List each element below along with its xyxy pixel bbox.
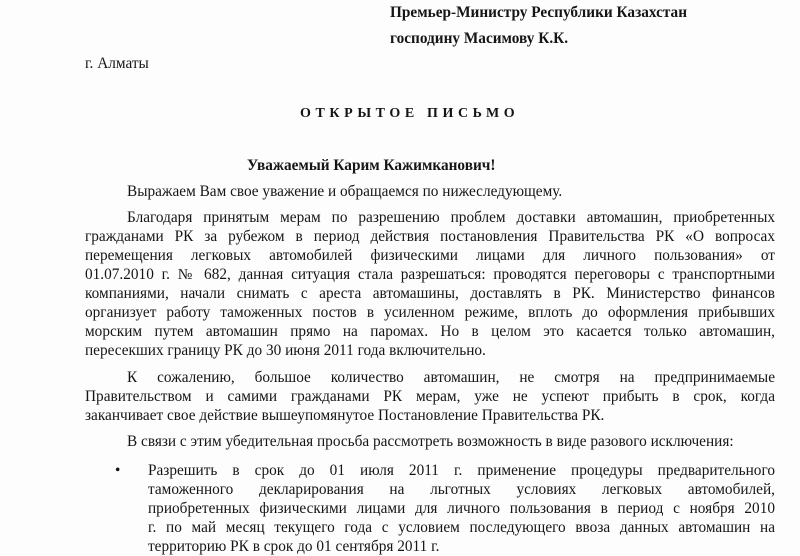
text-line: заканчивает свое действие вышеупомянутое Постановление Правительства РК. bbox=[85, 407, 605, 424]
text-line: организует работу таможенных постов в усиленном режиме, вплоть до оформления прибывших bbox=[85, 304, 775, 321]
text-line: морским путем автомашин прямо на паромах. Но в целом это касается только автомашин, bbox=[85, 323, 775, 340]
recipient-line-2: господину Масимову К.К. bbox=[390, 30, 569, 47]
text-line: Разрешить в срок до 01 июля 2011 г. применение процедуры предварительного bbox=[148, 462, 775, 479]
text-line: 01.07.2010 г. № 682, данная ситуация стала разрешаться: проводятся переговоры с транспортными bbox=[85, 266, 775, 283]
text-line: гражданами РК за рубежом в период действия постановления Правительства РК «О вопросах bbox=[85, 228, 775, 245]
bullet-icon: • bbox=[115, 462, 121, 479]
recipient-line-1: Премьер-Министру Республики Казахстан bbox=[390, 4, 688, 21]
paragraph-request: В связи с этим убедительная просьба рассмотреть возможность в виде разового исключения: bbox=[127, 433, 734, 450]
text-line: пересекших границу РК до 30 июня 2011 года включительно. bbox=[85, 342, 486, 359]
city: г. Алматы bbox=[85, 55, 149, 72]
salutation: Уважаемый Карим Кажимканович! bbox=[247, 157, 496, 174]
text-line: К сожалению, большое количество автомашин, не смотря на предпринимаемые bbox=[127, 369, 775, 386]
text-line: Правительством и самими гражданами РК мерам, уже не успеют прибыть в срок, когда bbox=[85, 388, 775, 405]
text-line: перемещения легковых автомобилей физическими лицами для личного пользования» от bbox=[85, 247, 775, 264]
letter-title: ОТКРЫТОЕ ПИСЬМО bbox=[300, 106, 520, 121]
text-line: приобретенных физическими лицами для личного пользования в период с ноября 2010 bbox=[148, 500, 775, 517]
text-line: территорию РК в срок до 01 сентября 2011 г. bbox=[148, 538, 440, 555]
text-line: Благодаря принятым мерам по разрешению проблем доставки автомашин, приобретенных bbox=[127, 209, 775, 226]
text-line: компаниями, начали снимать с ареста автомашины, доставлять в РК. Министерство финансов bbox=[85, 285, 775, 302]
text-line: г. по май месяц текущего года с условием последующего ввоза данных автомашин на bbox=[148, 519, 775, 536]
paragraph-intro: Выражаем Вам свое уважение и обращаемся по нижеследующему. bbox=[127, 183, 563, 200]
text-line: таможенного декларирования на льготных условиях легковых автомобилей, bbox=[148, 481, 775, 498]
